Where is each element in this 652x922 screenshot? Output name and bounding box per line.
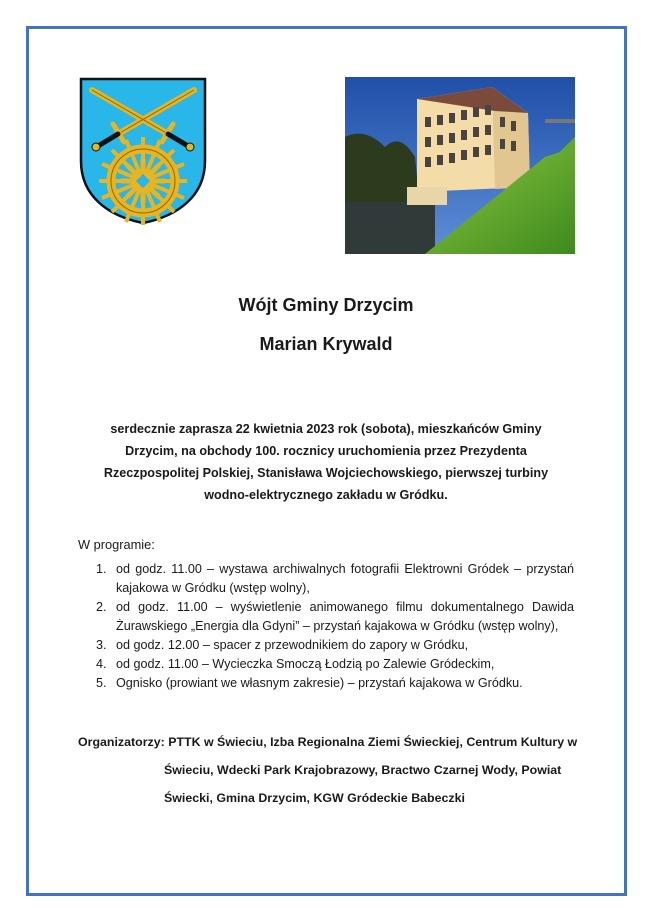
- item-text: od godz. 11.00 – wyświetlenie animowanego filmu dokumentalnego Dawida Żurawskiego „Energia dla Gdyni” – przystań kajakowa w Gródku (wstęp wolny),: [116, 600, 574, 633]
- invitation-line: serdecznie zaprasza 22 kwietnia 2023 rok (sobota), mieszkańców Gminy: [110, 422, 542, 436]
- program-label: W programie:: [78, 537, 155, 552]
- item-number: 5.: [96, 676, 107, 690]
- program-item: [96, 655, 574, 674]
- building-photo: [345, 77, 575, 254]
- item-number: 1.: [96, 562, 107, 576]
- invitation-line: Drzycim, na obchody 100. rocznicy uruchomienia przez Prezydenta: [125, 444, 527, 458]
- program-list: [96, 560, 574, 693]
- invitation-line: wodno-elektrycznego zakładu w Gródku.: [204, 488, 448, 502]
- invitation-line: Rzeczpospolitej Polskiej, Stanisława Wojciechowskiego, pierwszej turbiny: [103, 466, 549, 480]
- item-text: Ognisko (prowiant we własnym zakresie) – przystań kajakowa w Gródku.: [116, 676, 523, 690]
- program-item: [96, 674, 574, 693]
- item-number: 4.: [96, 657, 107, 671]
- program-item: [96, 636, 574, 655]
- title-name: Marian Krywald: [259, 334, 393, 354]
- title-wojt: Wójt Gminy Drzycim: [238, 295, 414, 315]
- coat-of-arms-icon: [78, 76, 208, 226]
- item-text: od godz. 12.00 – spacer z przewodnikiem do zapory w Gródku,: [116, 638, 469, 652]
- item-text: od godz. 11.00 – wystawa archiwalnych fotografii Elektrowni Gródek – przystań kajakowa w Gródku (wstęp wolny),: [116, 562, 574, 595]
- item-number: 3.: [96, 638, 107, 652]
- organizers-line: Świecki, Gmina Drzycim, KGW Gródeckie Babeczki: [164, 791, 465, 805]
- organizers: [78, 728, 578, 812]
- item-text: od godz. 11.00 – Wycieczka Smoczą Łodzią po Zalewie Gródeckim,: [116, 657, 495, 671]
- organizers-line: Świeciu, Wdecki Park Krajobrazowy, Bractwo Czarnej Wody, Powiat: [164, 763, 562, 777]
- item-number: 2.: [96, 600, 107, 614]
- invitation-text: [88, 418, 564, 506]
- program-item: [96, 560, 574, 598]
- program-item: [96, 598, 574, 636]
- organizers-line: Organizatorzy: PTTK w Świeciu, Izba Regionalna Ziemi Świeckiej, Centrum Kultury w: [78, 735, 578, 749]
